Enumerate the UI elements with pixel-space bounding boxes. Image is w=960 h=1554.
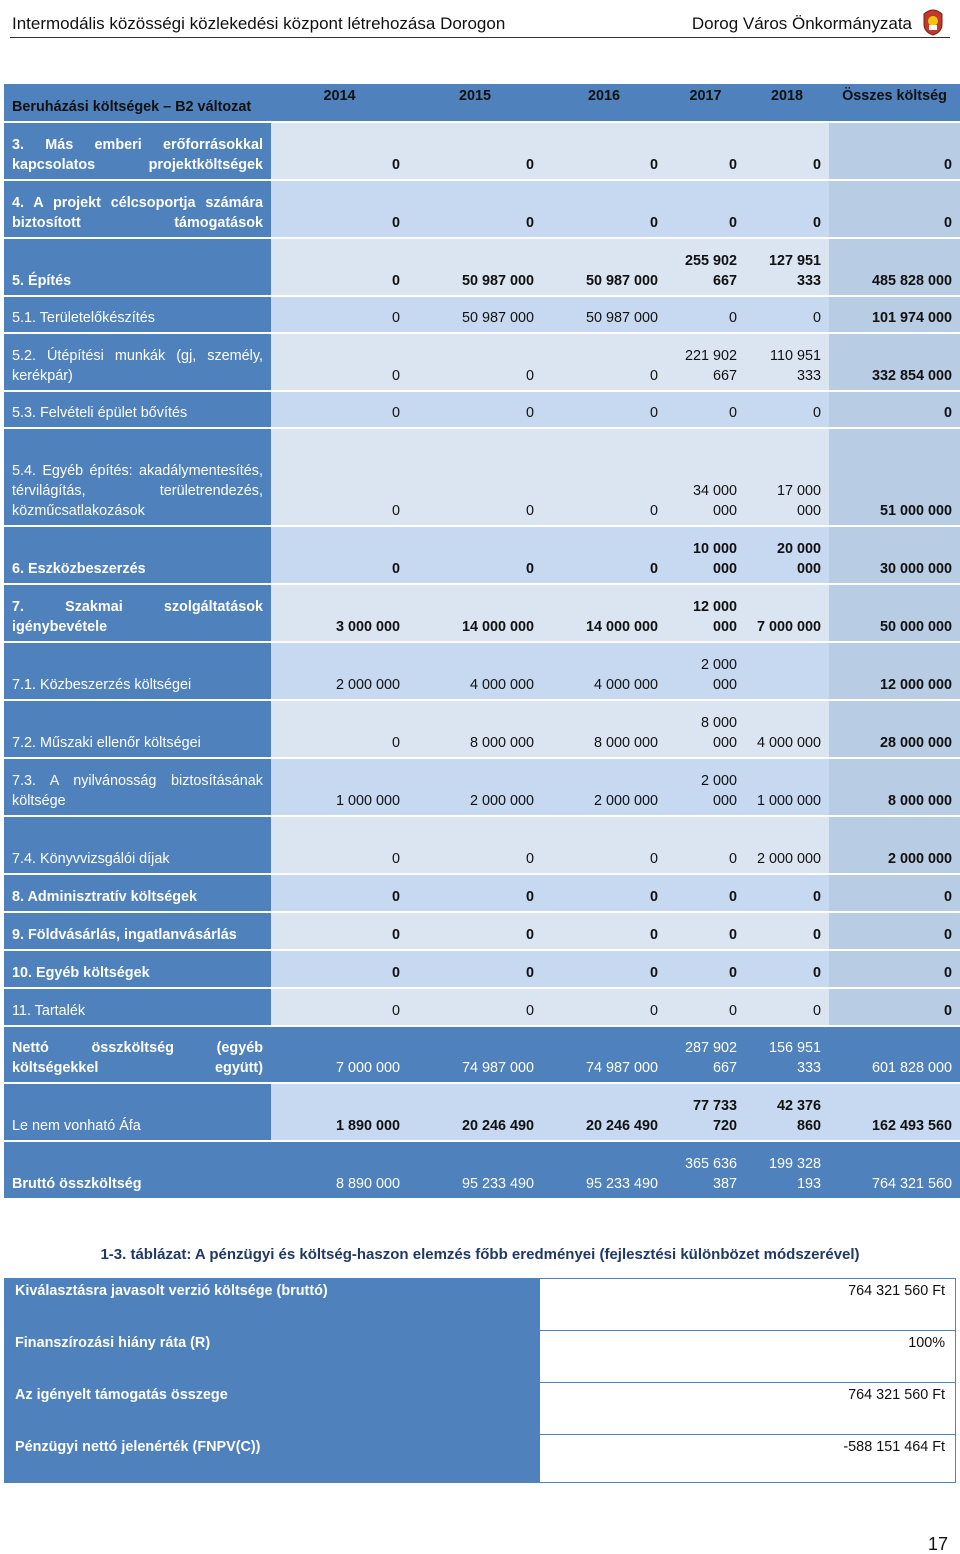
cell-2015: 0: [408, 429, 542, 527]
cell-2017: 0: [666, 951, 745, 989]
cell-2018: 17 000 000: [745, 429, 829, 527]
cell-2015: 50 987 000: [408, 239, 542, 297]
row-label: 3. Más emberi erőforrásokkal kapcsolatos projektköltségek: [12, 137, 263, 173]
cell-2015: 8 000 000: [408, 701, 542, 759]
cell-2017: 0: [666, 817, 745, 875]
cell-total: 8 000 000: [829, 759, 960, 817]
cell-2015: 0: [408, 875, 542, 913]
cell-2014: 0: [271, 951, 408, 989]
cell-total: 0: [829, 123, 960, 181]
column-header-2017: 2017: [666, 84, 745, 123]
table-header-row: [4, 84, 960, 123]
cell-total: 485 828 000: [829, 239, 960, 297]
cell-2014: 0: [271, 181, 408, 239]
row-label: 7.3. A nyilvánosság biztosításának költsége: [12, 773, 263, 809]
summary-value: -588 151 464 Ft: [540, 1435, 956, 1483]
cell-2018: 0: [745, 297, 829, 334]
column-header-label: Beruházási költségek – B2 változat: [4, 84, 271, 123]
cell-2017: 8 000 000: [666, 701, 745, 759]
cell-2016: 95 233 490: [542, 1142, 666, 1200]
cell-2015: 0: [408, 392, 542, 429]
cell-2016: 0: [542, 817, 666, 875]
cell-2014: 1 000 000: [271, 759, 408, 817]
cell-2016: 0: [542, 123, 666, 181]
summary-row: [5, 1435, 956, 1483]
cell-2017: 0: [666, 181, 745, 239]
table-row: [4, 1027, 960, 1084]
cell-2016: 50 987 000: [542, 239, 666, 297]
table-caption: 1-3. táblázat: A pénzügyi és költség-haszon elemzés főbb eredményei (fejlesztési különbözet módszerével): [100, 1246, 860, 1263]
cell-2018: 0: [745, 989, 829, 1027]
cell-2014: 0: [271, 334, 408, 392]
row-label: Bruttó összköltség: [4, 1142, 271, 1200]
summary-label: Finanszírozási hiány ráta (R): [5, 1331, 540, 1383]
cell-2016: 14 000 000: [542, 585, 666, 643]
cell-2017: 2 000 000: [666, 643, 745, 701]
table-row: [4, 701, 960, 759]
cell-2014: 0: [271, 989, 408, 1027]
column-header-2015: 2015: [408, 84, 542, 123]
cell-2018: 0: [745, 392, 829, 429]
cell-2014: 0: [271, 429, 408, 527]
table-row: [4, 759, 960, 817]
cell-2018: 42 376 860: [745, 1084, 829, 1142]
cell-2015: 95 233 490: [408, 1142, 542, 1200]
cell-2018: 0: [745, 181, 829, 239]
cell-2017: 0: [666, 875, 745, 913]
cell-2018: 20 000 000: [745, 527, 829, 585]
cell-2015: 74 987 000: [408, 1027, 542, 1084]
cell-2014: 7 000 000: [271, 1027, 408, 1084]
cell-total: 12 000 000: [829, 643, 960, 701]
row-label: 5.1. Területelőkészítés: [4, 297, 271, 334]
cell-2017: 10 000 000: [666, 527, 745, 585]
summary-label: Pénzügyi nettó jelenérték (FNPV(C)): [5, 1435, 540, 1483]
cell-2017: 34 000 000: [666, 429, 745, 527]
cell-2014: 0: [271, 239, 408, 297]
summary-label: Kiválasztásra javasolt verzió költsége (bruttó): [5, 1279, 540, 1331]
cell-2014: 2 000 000: [271, 643, 408, 701]
cell-2015: 0: [408, 989, 542, 1027]
cell-2014: 0: [271, 527, 408, 585]
cell-total: 2 000 000: [829, 817, 960, 875]
row-label: 7. Szakmai szolgáltatások igénybevétele: [12, 599, 263, 635]
cell-2015: 0: [408, 913, 542, 951]
row-label: Nettó összköltség (egyéb költségekkel együtt): [12, 1040, 263, 1076]
cell-2017: 0: [666, 123, 745, 181]
cell-2016: 0: [542, 527, 666, 585]
organization-name: Dorog Város Önkormányzata: [691, 14, 912, 33]
cell-total: 162 493 560: [829, 1084, 960, 1142]
column-header-2014: 2014: [271, 84, 408, 123]
cell-2018: 7 000 000: [745, 585, 829, 643]
row-label: 4. A projekt célcsoportja számára biztosított támogatások: [12, 195, 263, 231]
table-row: [4, 429, 960, 527]
cell-2017: 12 000 000: [666, 585, 745, 643]
cell-2016: 0: [542, 875, 666, 913]
row-label: Le nem vonható Áfa: [4, 1084, 271, 1142]
cell-2016: 50 987 000: [542, 297, 666, 334]
cell-total: 0: [829, 181, 960, 239]
cell-2018: 127 951 333: [745, 239, 829, 297]
cell-total: 0: [829, 989, 960, 1027]
cell-2015: 0: [408, 123, 542, 181]
cell-2018: 0: [745, 123, 829, 181]
cell-2016: 20 246 490: [542, 1084, 666, 1142]
cell-total: 0: [829, 392, 960, 429]
summary-value: 764 321 560 Ft: [540, 1279, 956, 1331]
cell-2016: 0: [542, 989, 666, 1027]
table-row: [4, 643, 960, 701]
cell-2018: 4 000 000: [745, 701, 829, 759]
cell-2014: 0: [271, 392, 408, 429]
cell-2017: 221 902 667: [666, 334, 745, 392]
cell-2018: 156 951 333: [745, 1027, 829, 1084]
cell-2017: 0: [666, 913, 745, 951]
table-row: [4, 1142, 960, 1200]
row-label: 7.1. Közbeszerzés költségei: [4, 643, 271, 701]
table-row: [4, 951, 960, 989]
cell-2014: 0: [271, 701, 408, 759]
row-label: 6. Eszközbeszerzés: [4, 527, 271, 585]
coat-of-arms-icon: [920, 8, 946, 36]
table-row: [4, 239, 960, 297]
cell-total: 50 000 000: [829, 585, 960, 643]
summary-row: [5, 1383, 956, 1435]
page-header: [10, 8, 950, 38]
cell-2015: 4 000 000: [408, 643, 542, 701]
cell-2017: 0: [666, 392, 745, 429]
cell-2016: 4 000 000: [542, 643, 666, 701]
cell-2015: 0: [408, 527, 542, 585]
table-row: [4, 585, 960, 643]
cell-2018: 0: [745, 875, 829, 913]
cell-2018: 0: [745, 951, 829, 989]
cell-2015: 0: [408, 334, 542, 392]
table-row: [4, 817, 960, 875]
summary-row: [5, 1279, 956, 1331]
summary-table: [4, 1278, 956, 1483]
cell-2017: 2 000 000: [666, 759, 745, 817]
table-row: [4, 297, 960, 334]
cell-2014: 0: [271, 297, 408, 334]
summary-label: Az igényelt támogatás összege: [5, 1383, 540, 1435]
cell-2014: 0: [271, 913, 408, 951]
document-title: Intermodális közösségi közlekedési központ létrehozása Dorogon: [12, 14, 506, 33]
cell-total: 28 000 000: [829, 701, 960, 759]
cell-2017: 77 733 720: [666, 1084, 745, 1142]
row-label: 5. Építés: [4, 239, 271, 297]
cell-2018: 2 000 000: [745, 817, 829, 875]
row-label: 7.4. Könyvvizsgálói díjak: [4, 817, 271, 875]
cell-2016: 74 987 000: [542, 1027, 666, 1084]
cell-2017: 0: [666, 297, 745, 334]
cell-2016: 0: [542, 334, 666, 392]
cell-2018: 110 951 333: [745, 334, 829, 392]
table-row: [4, 875, 960, 913]
cell-2014: 8 890 000: [271, 1142, 408, 1200]
cell-2016: 0: [542, 392, 666, 429]
cell-2017: 287 902 667: [666, 1027, 745, 1084]
cell-2016: 0: [542, 951, 666, 989]
row-label: 9. Földvásárlás, ingatlanvásárlás: [4, 913, 271, 951]
cell-2015: 20 246 490: [408, 1084, 542, 1142]
row-label: 8. Adminisztratív költségek: [4, 875, 271, 913]
cell-2015: 0: [408, 951, 542, 989]
summary-row: [5, 1331, 956, 1383]
cell-2014: 3 000 000: [271, 585, 408, 643]
cell-2016: 8 000 000: [542, 701, 666, 759]
cell-2018: [745, 643, 829, 701]
cell-2018: 1 000 000: [745, 759, 829, 817]
row-label: 11. Tartalék: [4, 989, 271, 1027]
cell-2014: 0: [271, 123, 408, 181]
cell-2018: 0: [745, 913, 829, 951]
cell-2017: 255 902 667: [666, 239, 745, 297]
summary-value: 100%: [540, 1331, 956, 1383]
table-row: [4, 392, 960, 429]
cell-2015: 0: [408, 817, 542, 875]
cell-total: 0: [829, 913, 960, 951]
cell-2017: 365 636 387: [666, 1142, 745, 1200]
row-label: 5.4. Egyéb építés: akadálymentesítés, térvilágítás, területrendezés, közműcsatlakozások: [12, 463, 263, 519]
row-label: 5.2. Útépítési munkák (gj, személy, kerékpár): [12, 348, 263, 384]
cell-total: 601 828 000: [829, 1027, 960, 1084]
cell-2016: 2 000 000: [542, 759, 666, 817]
table-row: [4, 334, 960, 392]
table-row: [4, 913, 960, 951]
row-label: 10. Egyéb költségek: [4, 951, 271, 989]
table-row: [4, 989, 960, 1027]
column-header-2016: 2016: [542, 84, 666, 123]
cell-2016: 0: [542, 181, 666, 239]
table-row: [4, 1084, 960, 1142]
cell-2014: 0: [271, 817, 408, 875]
cell-total: 0: [829, 951, 960, 989]
cell-2015: 0: [408, 181, 542, 239]
cell-2018: 199 328 193: [745, 1142, 829, 1200]
row-label: 7.2. Műszaki ellenőr költségei: [4, 701, 271, 759]
cell-total: 332 854 000: [829, 334, 960, 392]
table-row: [4, 527, 960, 585]
cost-table: [4, 84, 960, 1200]
cell-total: 764 321 560: [829, 1142, 960, 1200]
cell-2016: 0: [542, 913, 666, 951]
cell-2017: 0: [666, 989, 745, 1027]
cell-total: 51 000 000: [829, 429, 960, 527]
cell-2016: 0: [542, 429, 666, 527]
table-row: [4, 123, 960, 181]
column-header-total: Összes költség: [829, 84, 960, 123]
page-number: 17: [927, 1534, 948, 1554]
cell-2014: 1 890 000: [271, 1084, 408, 1142]
cell-total: 30 000 000: [829, 527, 960, 585]
cell-2015: 2 000 000: [408, 759, 542, 817]
cell-2015: 14 000 000: [408, 585, 542, 643]
cell-total: 0: [829, 875, 960, 913]
row-label: 5.3. Felvételi épület bővítés: [4, 392, 271, 429]
cell-2014: 0: [271, 875, 408, 913]
cell-2015: 50 987 000: [408, 297, 542, 334]
summary-value: 764 321 560 Ft: [540, 1383, 956, 1435]
cell-total: 101 974 000: [829, 297, 960, 334]
table-row: [4, 181, 960, 239]
column-header-2018: 2018: [745, 84, 829, 123]
